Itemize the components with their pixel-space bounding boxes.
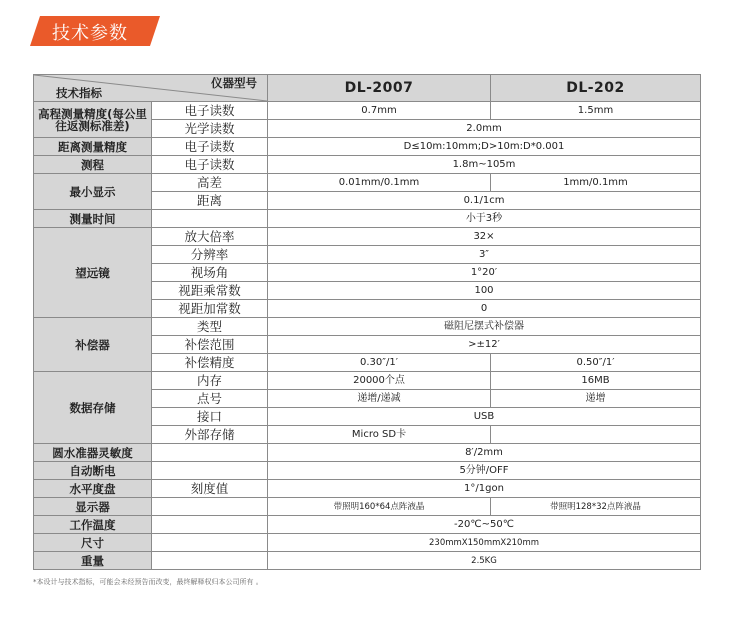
sub-label: 刻度值 (152, 480, 268, 498)
sub-label: 光学读数 (152, 120, 268, 138)
cat-elevation-accuracy: 高程测量精度(每公里往返测标准差) (34, 102, 152, 138)
value-b: 递增 (491, 390, 701, 408)
sub-label: 电子读数 (152, 156, 268, 174)
header-model-label: 仪器型号 (211, 76, 257, 90)
sub-label-empty (152, 552, 268, 570)
value-a: 0.01mm/0.1mm (268, 174, 491, 192)
table-row (34, 480, 701, 498)
value-a: 递增/递减 (268, 390, 491, 408)
sub-label: 电子读数 (152, 138, 268, 156)
header-indicator-label: 技术指标 (56, 86, 102, 100)
value-a: 0.30″/1′ (268, 354, 491, 372)
sub-label-empty (152, 462, 268, 480)
sub-label: 分辨率 (152, 246, 268, 264)
cat-range: 测程 (34, 156, 152, 174)
table-row (34, 156, 701, 174)
table-row (34, 138, 701, 156)
value-b: 16MB (491, 372, 701, 390)
table-row (34, 444, 701, 462)
cat-operating-temp: 工作温度 (34, 516, 152, 534)
sub-label: 补偿范围 (152, 336, 268, 354)
sub-label-empty (152, 210, 268, 228)
sub-label-empty (152, 498, 268, 516)
cat-auto-power-off: 自动断电 (34, 462, 152, 480)
value-a: 带照明160*64点阵液晶 (268, 498, 491, 516)
value-shared: 1°20′ (268, 264, 701, 282)
sub-label-empty (152, 516, 268, 534)
value-a: Micro SD卡 (268, 426, 491, 444)
table-row (34, 174, 701, 192)
value-shared: 0 (268, 300, 701, 318)
cat-display: 显示器 (34, 498, 152, 516)
value-shared: 32× (268, 228, 701, 246)
cat-data-storage: 数据存储 (34, 372, 152, 444)
sub-label: 点号 (152, 390, 268, 408)
cat-dimensions: 尺寸 (34, 534, 152, 552)
section-banner (30, 16, 160, 46)
table-row (34, 228, 701, 246)
value-b: 带照明128*32点阵液晶 (491, 498, 701, 516)
value-shared: 磁阻尼摆式补偿器 (268, 318, 701, 336)
sub-label: 放大倍率 (152, 228, 268, 246)
value-b: 1.5mm (491, 102, 701, 120)
value-shared: 8′/2mm (268, 444, 701, 462)
sub-label: 接口 (152, 408, 268, 426)
cat-min-display: 最小显示 (34, 174, 152, 210)
sub-label: 视距加常数 (152, 300, 268, 318)
cat-distance-accuracy: 距离测量精度 (34, 138, 152, 156)
table-row (34, 102, 701, 120)
table-row (34, 462, 701, 480)
footnote: *本设计与技术指标，可能会未经预告而改变，最终解释权归本公司所有 。 (33, 578, 263, 586)
table-row (34, 210, 701, 228)
value-shared: >±12′ (268, 336, 701, 354)
value-a: 20000个点 (268, 372, 491, 390)
cat-circular-level: 圆水准器灵敏度 (34, 444, 152, 462)
cat-telescope: 望远镜 (34, 228, 152, 318)
value-shared: 230mmX150mmX210mm (268, 534, 701, 552)
value-shared: 100 (268, 282, 701, 300)
table-row (34, 552, 701, 570)
value-shared: 5分钟/OFF (268, 462, 701, 480)
cat-compensator: 补偿器 (34, 318, 152, 372)
section-title: 技术参数 (52, 23, 128, 44)
table-row (34, 318, 701, 336)
value-shared: 2.5KG (268, 552, 701, 570)
table-row (34, 534, 701, 552)
value-a: 0.7mm (268, 102, 491, 120)
table-header-row (34, 75, 701, 102)
value-shared: D≤10m:10mm;D>10m:D*0.001 (268, 138, 701, 156)
value-b: 0.50″/1′ (491, 354, 701, 372)
value-b (491, 426, 701, 444)
sub-label: 外部存储 (152, 426, 268, 444)
table-row (34, 516, 701, 534)
sub-label: 电子读数 (152, 102, 268, 120)
value-shared: 3″ (268, 246, 701, 264)
sub-label: 距离 (152, 192, 268, 210)
value-shared: 2.0mm (268, 120, 701, 138)
sub-label-empty (152, 444, 268, 462)
sub-label: 高差 (152, 174, 268, 192)
table-row (34, 498, 701, 516)
value-shared: 1°/1gon (268, 480, 701, 498)
value-shared: 1.8m~105m (268, 156, 701, 174)
header-model-b: DL-202 (491, 75, 701, 102)
sub-label-empty (152, 534, 268, 552)
value-shared: 小于3秒 (268, 210, 701, 228)
sub-label: 补偿精度 (152, 354, 268, 372)
cat-measure-time: 测量时间 (34, 210, 152, 228)
cat-weight: 重量 (34, 552, 152, 570)
header-model-a: DL-2007 (268, 75, 491, 102)
spec-table (33, 74, 701, 570)
table-row (34, 372, 701, 390)
sub-label: 内存 (152, 372, 268, 390)
sub-label: 视距乘常数 (152, 282, 268, 300)
header-diagonal-cell (34, 75, 268, 102)
value-b: 1mm/0.1mm (491, 174, 701, 192)
sub-label: 类型 (152, 318, 268, 336)
value-shared: -20℃~50℃ (268, 516, 701, 534)
cat-horizontal-circle: 水平度盘 (34, 480, 152, 498)
sub-label: 视场角 (152, 264, 268, 282)
value-shared: 0.1/1cm (268, 192, 701, 210)
value-shared: USB (268, 408, 701, 426)
